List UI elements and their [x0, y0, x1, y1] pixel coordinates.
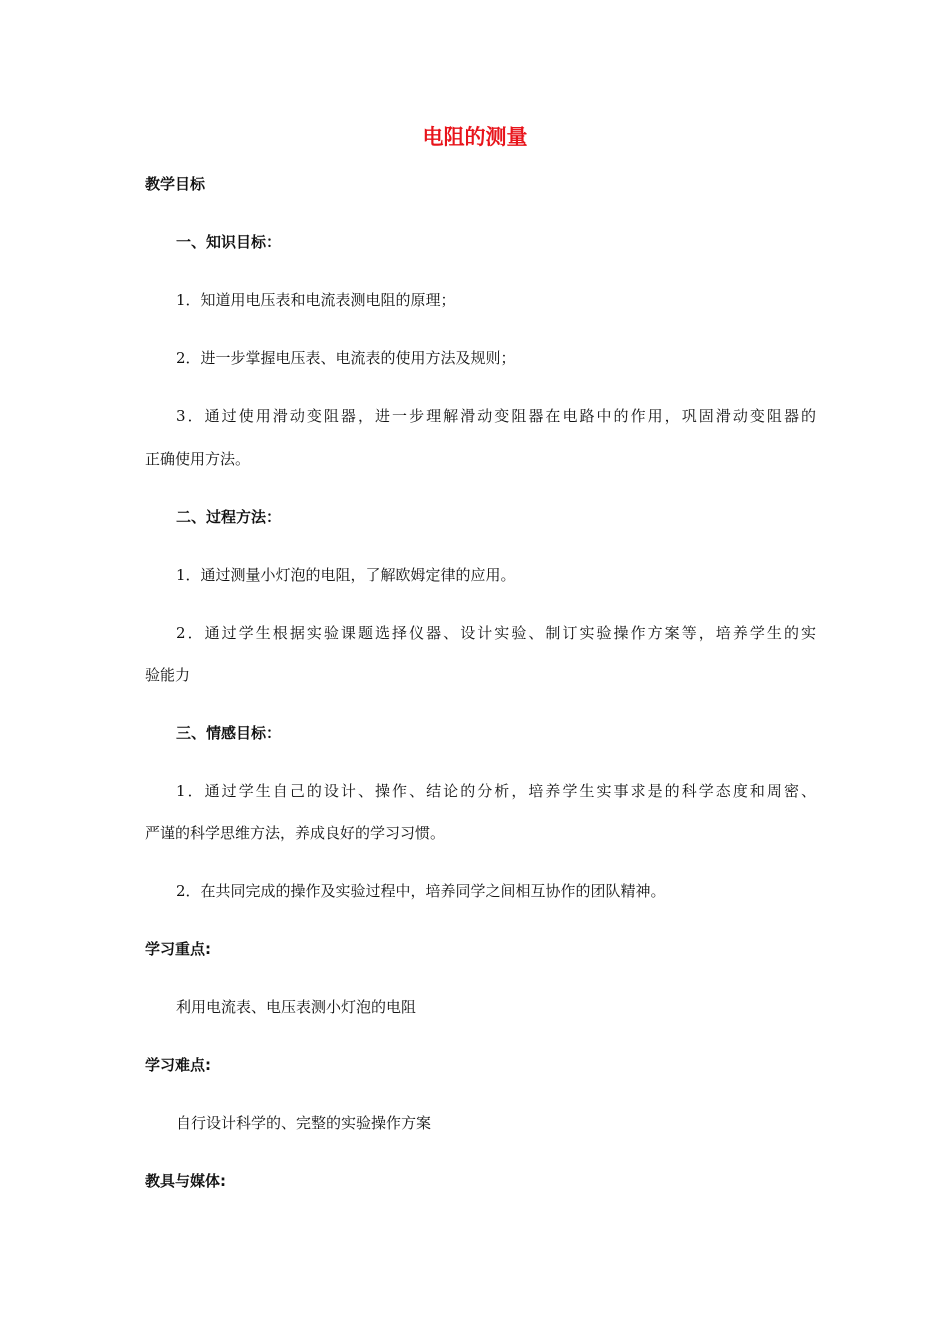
emotion-item-1-line-2: 严谨的科学思维方法，养成良好的学习习惯。 [145, 824, 446, 842]
process-item-2-line-2: 验能力 [145, 666, 191, 684]
emotion-heading: 三、情感目标： [176, 724, 282, 742]
knowledge-item-3-line-1: 3．通过使用滑动变阻器，进一步理解滑动变阻器在电路中的作用，巩固滑动变阻器的 [176, 407, 816, 425]
emotion-item-1-line-1: 1．通过学生自己的设计、操作、结论的分析，培养学生实事求是的科学态度和周密、 [176, 782, 816, 800]
difficulty-text: 自行设计科学的、完整的实验操作方案 [176, 1114, 432, 1132]
key-point-text: 利用电流表、电压表测小灯泡的电阻 [176, 998, 417, 1016]
emotion-item-2: 2．在共同完成的操作及实验过程中，培养同学之间相互协作的团队精神。 [176, 882, 666, 900]
page-title: 电阻的测量 [422, 125, 528, 149]
process-heading: 二、过程方法： [176, 508, 282, 526]
difficulty-heading: 学习难点: [145, 1056, 211, 1074]
process-item-2-line-1: 2．通过学生根据实验课题选择仪器、设计实验、制订实验操作方案等，培养学生的实 [176, 624, 816, 642]
knowledge-item-3-line-2: 正确使用方法。 [145, 450, 251, 468]
knowledge-heading: 一、知识目标： [176, 233, 282, 251]
media-heading: 教具与媒体: [145, 1172, 226, 1190]
knowledge-item-2: 2．进一步掌握电压表、电流表的使用方法及规则； [176, 349, 516, 367]
knowledge-item-1: 1．知道用电压表和电流表测电阻的原理； [176, 291, 456, 309]
key-point-heading: 学习重点: [145, 940, 211, 958]
process-item-1: 1．通过测量小灯泡的电阻，了解欧姆定律的应用。 [176, 566, 516, 584]
goals-heading: 教学目标 [145, 175, 206, 193]
